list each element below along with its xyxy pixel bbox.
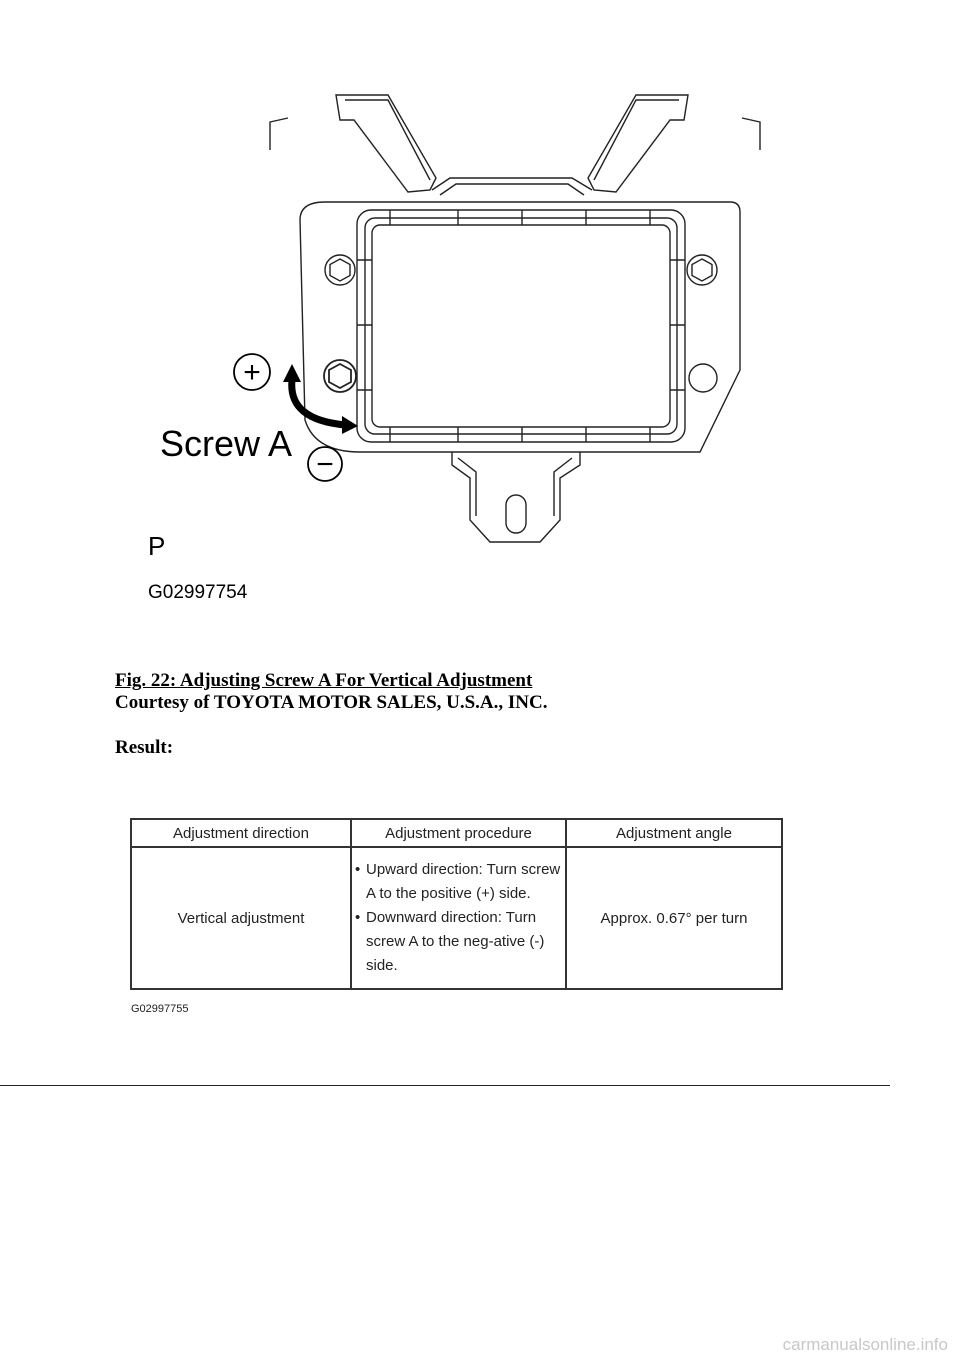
header-angle: Adjustment angle	[566, 819, 782, 847]
cell-procedure	[351, 847, 566, 989]
adjustment-table	[130, 818, 783, 990]
minus-symbol: −	[316, 448, 334, 481]
plus-symbol: +	[243, 356, 261, 389]
header-procedure: Adjustment procedure	[351, 819, 566, 847]
cell-angle: Approx. 0.67° per turn	[566, 847, 782, 989]
view-letter: P	[148, 531, 166, 561]
procedure-item-downward: • Downward direction: Turn screw A to the neg-ative (-) side.	[352, 906, 565, 978]
figure-caption: Fig. 22: Adjusting Screw A For Vertical Adjustment	[115, 670, 533, 691]
bullet-icon: •	[355, 909, 361, 926]
watermark: carmanualsonline.info	[782, 1335, 948, 1354]
horizontal-divider	[0, 1085, 890, 1086]
figure-image-code: G02997754	[148, 582, 248, 603]
screw-a-diagram	[140, 80, 780, 610]
result-label: Result:	[115, 737, 174, 758]
screw-a-label: Screw A	[160, 423, 293, 464]
figure-courtesy: Courtesy of TOYOTA MOTOR SALES, U.S.A., INC.	[115, 692, 548, 713]
table-row	[131, 847, 782, 989]
bullet-icon: •	[355, 861, 361, 878]
table-image-code: G02997755	[131, 1003, 189, 1015]
procedure-item-upward: • Upward direction: Turn screw A to the positive (+) side.	[352, 858, 565, 906]
cell-direction: Vertical adjustment	[131, 847, 351, 989]
table-header-row	[131, 819, 782, 847]
header-direction: Adjustment direction	[131, 819, 351, 847]
